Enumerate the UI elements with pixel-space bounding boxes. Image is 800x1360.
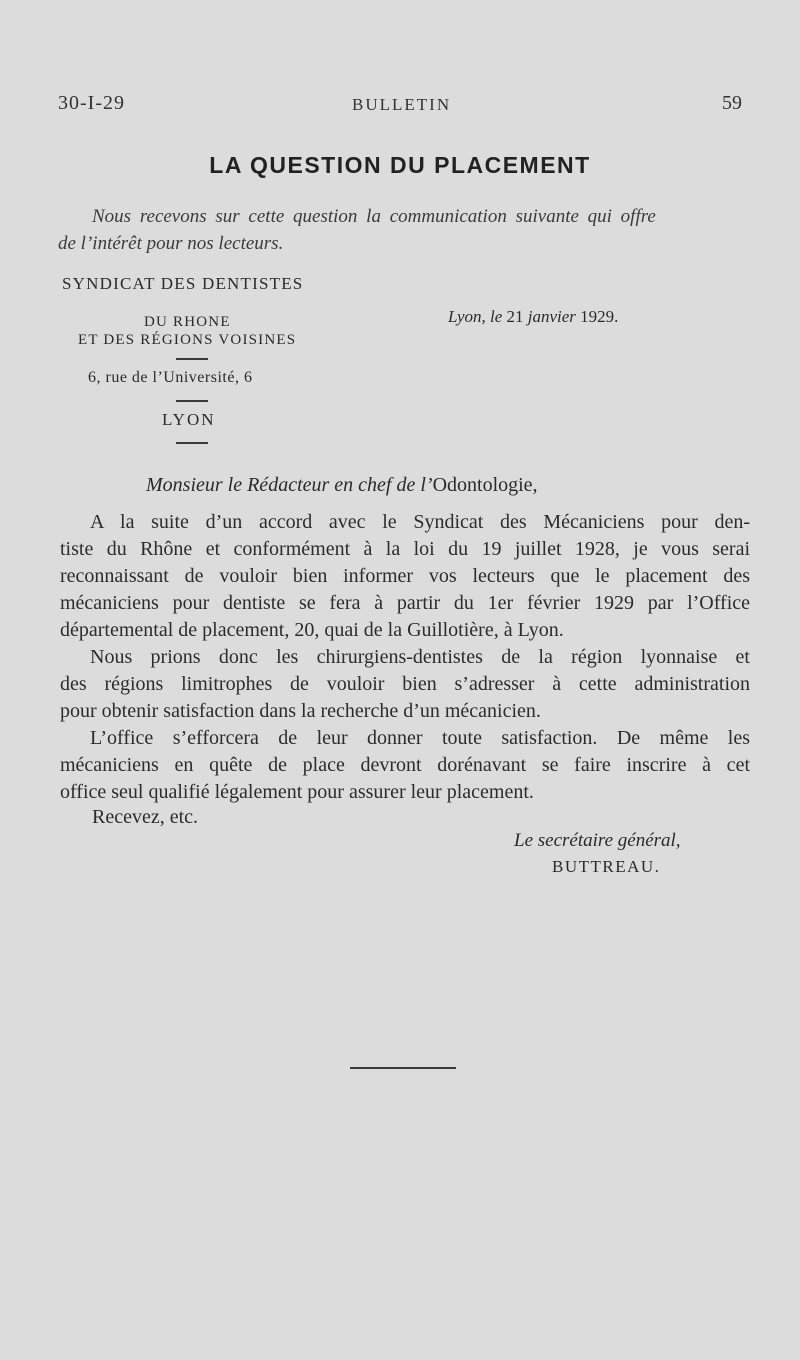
- letter-line: reconnaissant de vouloir bien informer vos lecteurs que le placement des: [60, 565, 750, 587]
- letter-signoff: Le secrétaire général,: [514, 830, 681, 851]
- intro-line-2: de l’intérêt pour nos lecteurs.: [58, 233, 284, 254]
- letter-salutation: [146, 474, 538, 497]
- salutation-journal: Odontologie,: [432, 474, 538, 496]
- end-of-article-rule: [350, 1067, 456, 1069]
- letterhead-divider: [176, 358, 208, 360]
- page-number: 59: [722, 92, 742, 114]
- letter-line: mécaniciens en quête de place devront dorénavant se faire inscrire à cet: [60, 754, 750, 776]
- letter-line: des régions limitrophes de vouloir bien s’adresser à cette administration: [60, 673, 750, 695]
- letterhead-organization: SYNDICAT DES DENTISTES: [62, 274, 304, 293]
- letterhead-divider: [176, 400, 208, 402]
- intro-line-1: Nous recevons sur cette question la communication suivante qui offre: [92, 206, 656, 227]
- letterhead-city: LYON: [162, 410, 216, 429]
- letterhead-address: 6, rue de l’Université, 6: [88, 369, 253, 386]
- letterhead-divider: [176, 442, 208, 444]
- letter-line: Nous prions donc les chirurgiens-dentistes de la région lyonnaise et: [90, 646, 750, 668]
- letter-signature: BUTTREAU.: [552, 857, 661, 876]
- date-month: janvier: [527, 307, 576, 326]
- letter-date: [448, 307, 618, 327]
- date-year: 1929.: [580, 307, 619, 326]
- letter-line: tiste du Rhône et conformément à la loi du 19 juillet 1928, je vous serai: [60, 538, 750, 560]
- letter-line: pour obtenir satisfaction dans la recherche d’un mécanicien.: [60, 700, 541, 722]
- letterhead-line-2: DU RHONE: [144, 314, 231, 330]
- issue-date: 30-I-29: [58, 92, 125, 114]
- letter-line: A la suite d’un accord avec le Syndicat des Mécaniciens pour den-: [90, 511, 750, 533]
- date-day: 21: [506, 307, 524, 326]
- publication-name: BULLETIN: [352, 95, 452, 114]
- date-place: Lyon, le: [448, 307, 503, 326]
- letter-line: Recevez, etc.: [92, 806, 199, 828]
- letter-line: départemental de placement, 20, quai de la Guillotière, à Lyon.: [60, 619, 564, 641]
- letter-line: office seul qualifié légalement pour assurer leur placement.: [60, 781, 534, 803]
- letter-line: mécaniciens pour dentiste se fera à partir du 1er février 1929 par l’Office: [60, 592, 750, 614]
- salutation-italic: Monsieur le Rédacteur en chef de l’: [146, 474, 433, 496]
- letterhead-line-3: ET DES RÉGIONS VOISINES: [78, 332, 297, 348]
- letter-line: L’office s’efforcera de leur donner toute satisfaction. De même les: [90, 727, 750, 749]
- article-title: LA QUESTION DU PLACEMENT: [209, 152, 591, 178]
